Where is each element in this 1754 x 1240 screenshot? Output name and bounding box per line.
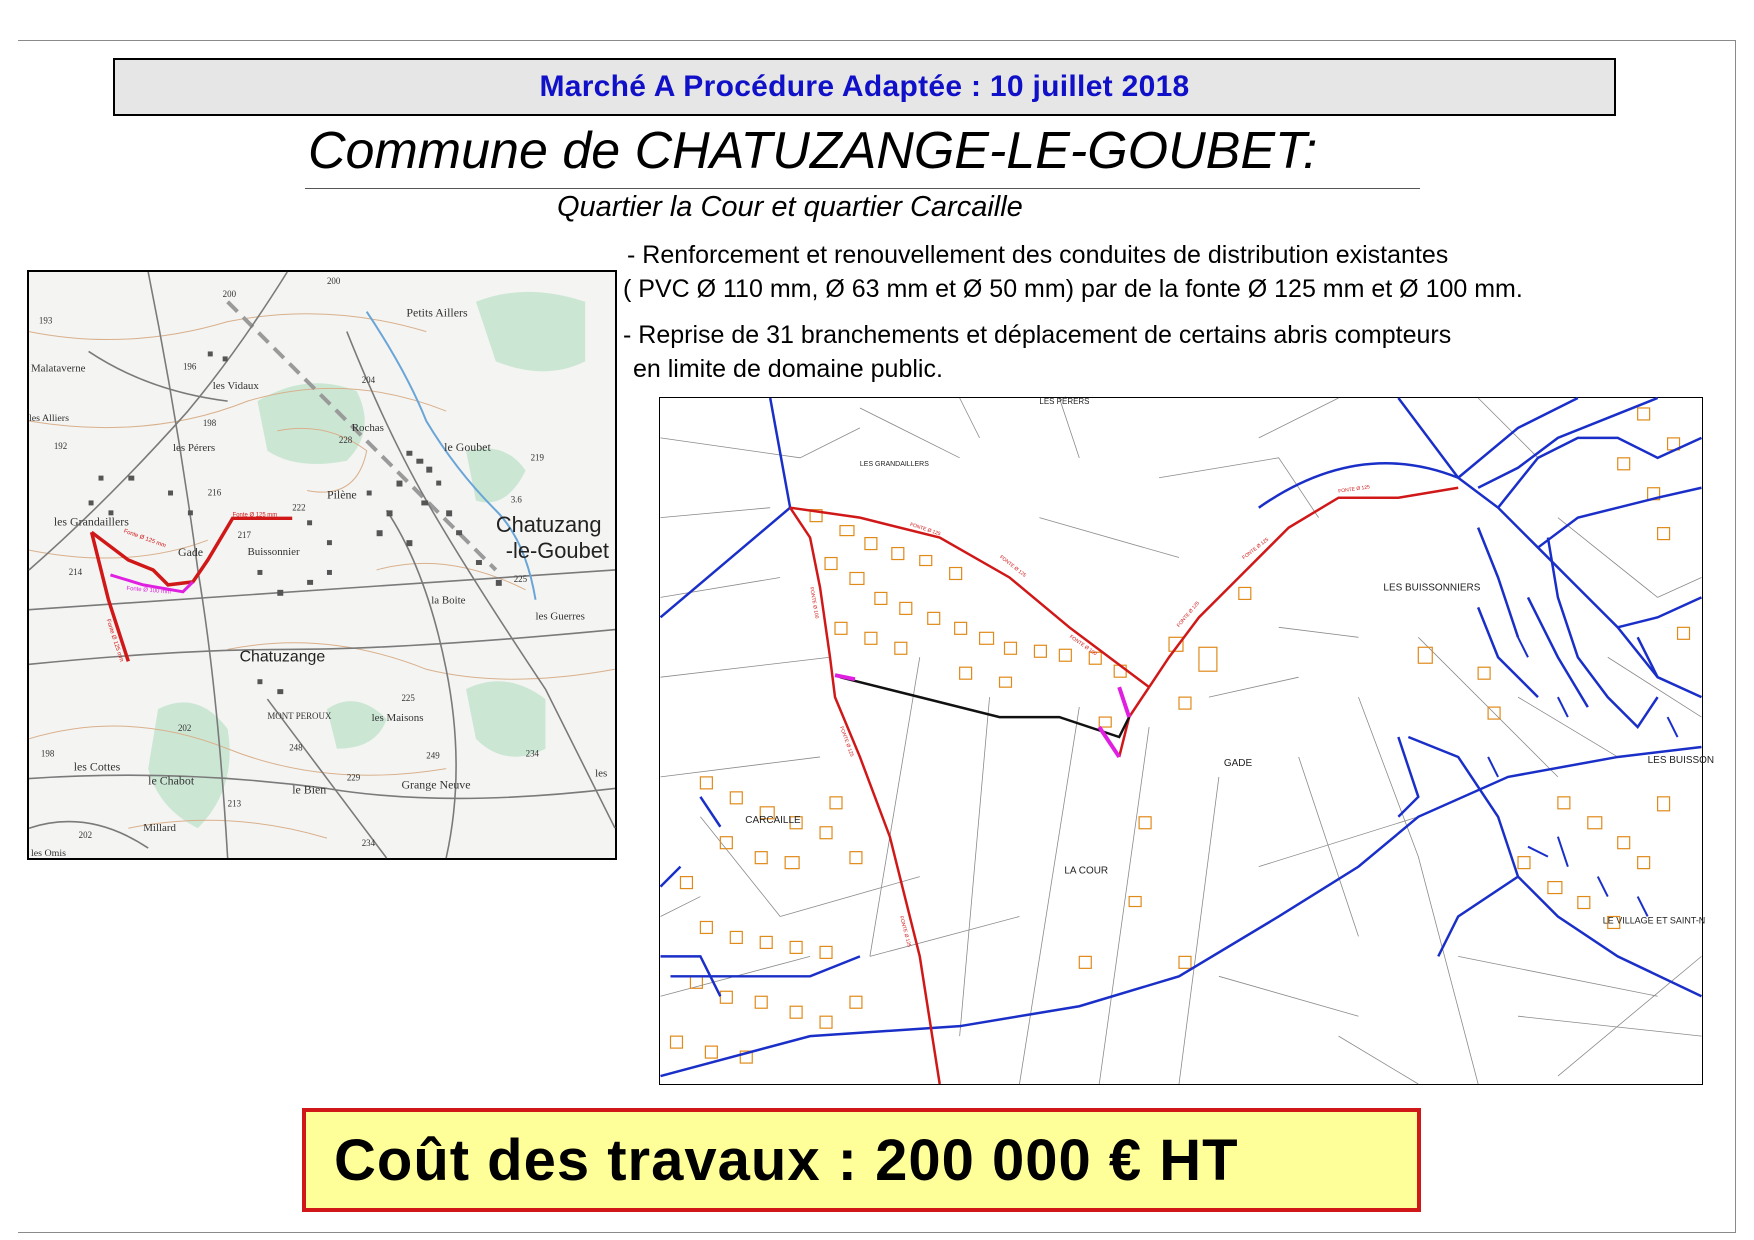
topo-label-le-chabot: le Chabot [148, 773, 195, 788]
topographic-map [27, 270, 617, 860]
page-title: Commune de CHATUZANGE-LE-GOUBET: [308, 122, 1318, 180]
topo-label-les-maisons: les Maisons [371, 711, 424, 724]
cost-box [302, 1108, 1421, 1212]
topographic-map-svg [29, 272, 615, 858]
description-line-3: - Reprise de 31 branchements et déplacement de certains abris compteurs [623, 321, 1452, 349]
cad-label-les-buissonniers: LES BUISSONNIERS [1383, 582, 1481, 594]
elev-228: 228 [338, 434, 353, 445]
cadastral-map-svg [660, 396, 1715, 1084]
title-underline [305, 188, 1420, 189]
elev-213: 213 [227, 798, 242, 809]
topo-label-le-bien: le Bien [292, 782, 327, 797]
cad-label-la-cour: LA COUR [1064, 865, 1109, 877]
topo-label-les-guerres: les Guerres [535, 610, 585, 623]
elev-36: 3.6 [510, 494, 522, 505]
elev-248: 248 [289, 742, 303, 753]
page-subtitle: Quartier la Cour et quartier Carcaille [557, 191, 1023, 223]
cad-label-le-village: LE VILLAGE ET SAINT-N [1602, 915, 1706, 926]
elev-222: 222 [292, 502, 306, 513]
cad-label-les-perers: LES PÉRERS [1039, 396, 1090, 406]
elev-202b: 202 [78, 830, 93, 841]
elev-192: 192 [53, 440, 68, 451]
cad-label-les-buisson: LES BUISSON [1647, 754, 1715, 766]
elev-202: 202 [177, 722, 192, 733]
cad-pipe-label-6: FONTE Ø 125 [838, 725, 855, 758]
cad-pipe-label-9: FONTE Ø 125 [1241, 536, 1271, 562]
topo-pipe-label-4: Fonte Ø 125 mm [104, 618, 125, 663]
cad-pipe-label-2: FONTE Ø 125 [998, 554, 1028, 579]
description-line-2: ( PVC Ø 110 mm, Ø 63 mm et Ø 50 mm) par de la fonte Ø 125 mm et Ø 100 mm. [623, 275, 1523, 303]
cadastral-map [659, 396, 1715, 1085]
frame-bottom-line [18, 1232, 1736, 1233]
topo-label-les-vidaux: les Vidaux [212, 380, 259, 393]
cad-pipe-label-3: FONTE Ø 125 [1337, 484, 1371, 495]
topo-pipe-label-3: Fonte Ø 100 mm [126, 585, 172, 596]
frame-right-line [1735, 40, 1736, 1233]
topo-pipe-label-1: Fonte Ø 125 mm [232, 512, 278, 519]
elev-229: 229 [346, 772, 361, 783]
topo-label-petits-aillers: Petits Aillers [406, 305, 468, 320]
cad-label-les-grandaillers: LES GRANDAILLERS [859, 460, 929, 468]
elev-196: 196 [182, 361, 197, 372]
topo-label-les-grandaillers: les Grandaillers [53, 514, 129, 529]
elev-219: 219 [530, 452, 544, 463]
cad-label-carcaille: CARCAILLE [745, 814, 801, 826]
topo-label-les-perers: les Pérers [173, 441, 216, 454]
topo-pipe-label-2: Fonte Ø 125 mm [122, 528, 167, 550]
topo-label-les-alliers: les Alliers [29, 412, 69, 424]
description-line-1: - Renforcement et renouvellement des conduites de distribution existantes [627, 241, 1449, 269]
topo-label-grange-neuve: Grange Neuve [401, 777, 471, 792]
elev-198b: 198 [40, 748, 55, 759]
topo-label-chatuzange-1: Chatuzang [495, 512, 602, 538]
cost-text: Coût des travaux : 200 000 € HT [334, 1127, 1239, 1193]
elev-234: 234 [525, 748, 540, 759]
topo-label-rochas: Rochas [351, 421, 384, 434]
topo-label-millard: Millard [143, 822, 176, 835]
topo-label-la-boite: la Boite [431, 594, 466, 607]
elev-214: 214 [68, 566, 83, 577]
elev-225b: 225 [401, 693, 415, 704]
topo-label-les-omis: les Omis [30, 848, 67, 860]
topo-label-les-short: les [595, 767, 608, 780]
elev-249: 249 [426, 750, 440, 761]
cad-pipe-label-8: FONTE Ø 100 [1068, 634, 1098, 658]
topo-label-gade: Gade [177, 545, 204, 560]
elev-204: 204 [361, 375, 376, 386]
description-line-4: en limite de domaine public. [633, 355, 943, 383]
header-banner [113, 58, 1616, 116]
elev-200a: 200 [326, 275, 341, 286]
elev-225: 225 [513, 573, 528, 584]
header-banner-text: Marché A Procédure Adaptée : 10 juillet 2018 [539, 70, 1190, 103]
topo-label-mont-peroux: MONT PEROUX [267, 710, 332, 721]
topo-label-chatuzange-2: -le-Goubet [505, 538, 609, 564]
elev-217: 217 [237, 530, 251, 541]
cad-pipe-label-5: FONTE Ø 100 [808, 586, 820, 620]
elev-200b: 200 [222, 288, 237, 299]
topo-label-chatuzange-village: Chatuzange [239, 648, 326, 666]
elev-216: 216 [207, 487, 222, 498]
topo-label-les-cottes: les Cottes [73, 759, 121, 774]
topo-label-le-goubet: le Goubet [444, 439, 491, 454]
cad-pipe-label-4: FONTE Ø 125 [1175, 600, 1201, 629]
topo-label-pilene: Pilène [326, 487, 357, 502]
cad-pipe-label-1: FONTE Ø 125 [909, 521, 942, 538]
elev-193: 193 [38, 315, 53, 326]
cad-label-gade: GADE [1223, 757, 1253, 769]
frame-top-line [18, 40, 1736, 41]
elev-198: 198 [202, 417, 217, 428]
topo-label-malataverne: Malataverne [30, 362, 86, 375]
topo-label-buissonnier: Buissonnier [247, 546, 300, 559]
cad-pipe-label-7: FONTE Ø 125 [897, 915, 912, 948]
elev-234b: 234 [361, 838, 376, 849]
